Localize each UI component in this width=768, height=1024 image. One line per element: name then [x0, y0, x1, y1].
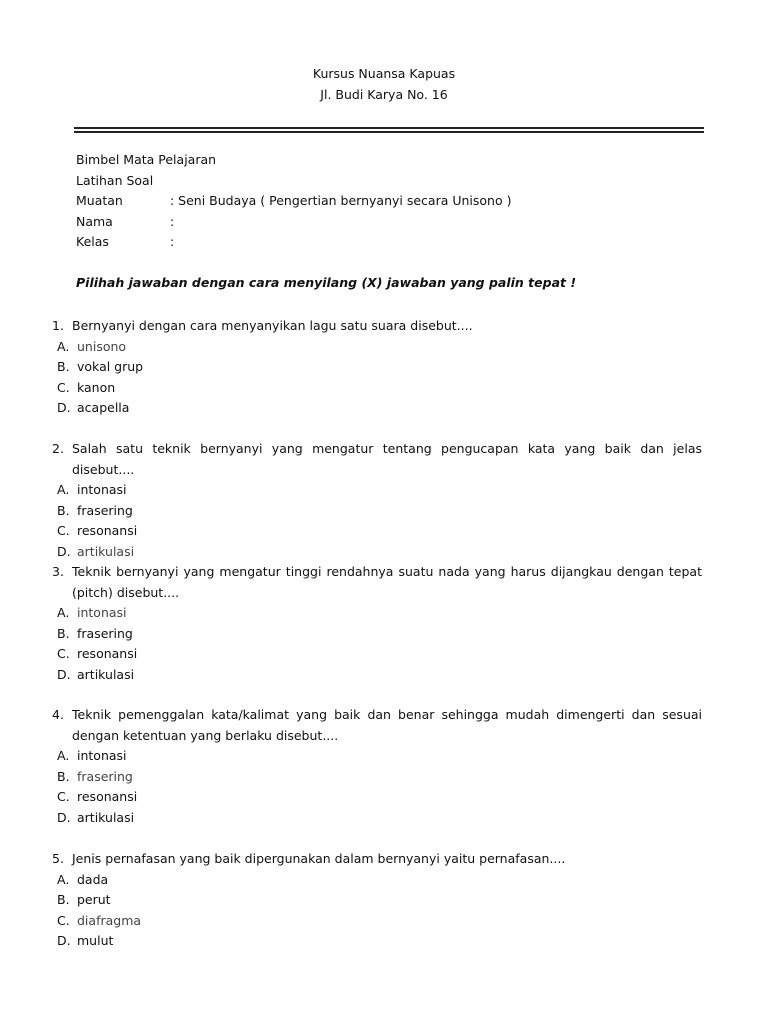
option-letter: A. — [57, 482, 70, 497]
option-letter: D. — [57, 666, 71, 682]
question-stem — [52, 705, 702, 746]
instruction-text: Pilihah jawaban dengan cara menyilang (X) jawaban yang palin tepat ! — [76, 275, 577, 290]
option-text: intonasi — [77, 482, 127, 497]
option-c[interactable] — [52, 521, 702, 542]
question-3 — [52, 562, 702, 685]
option-c[interactable] — [52, 787, 702, 808]
question-number: 4. — [52, 707, 64, 722]
question-number: 3. — [52, 564, 64, 579]
info-row-kelas — [76, 232, 511, 253]
info-row-muatan — [76, 191, 511, 212]
option-text: resonansi — [77, 523, 138, 538]
option-d[interactable] — [52, 398, 702, 419]
option-text: resonansi — [77, 789, 138, 804]
option-text: resonansi — [77, 646, 138, 661]
header-rule-bottom — [74, 131, 704, 133]
option-b[interactable] — [52, 501, 702, 522]
option-letter: D. — [57, 543, 71, 559]
option-text: frasering — [77, 625, 133, 641]
option-letter: C. — [57, 379, 70, 395]
option-letter: D. — [57, 809, 71, 825]
option-b[interactable] — [52, 624, 702, 645]
option-a[interactable] — [52, 870, 702, 891]
info-row-nama — [76, 212, 511, 233]
option-text: perut — [77, 892, 111, 907]
info-label: Muatan — [76, 193, 123, 208]
option-c[interactable] — [52, 378, 702, 399]
question-text: Salah satu teknik bernyanyi yang mengatur tentang pengucapan kata yang baik dan jelas disebut.... — [72, 441, 702, 477]
question-number: 5. — [52, 851, 64, 866]
option-letter: D. — [57, 400, 71, 415]
option-text: artikulasi — [77, 543, 135, 559]
option-d[interactable] — [52, 808, 702, 829]
option-text: diafragma — [77, 912, 142, 928]
worksheet-info — [76, 150, 511, 253]
info-label: Nama — [76, 213, 113, 229]
option-text: unisono — [77, 338, 127, 354]
option-b[interactable] — [52, 357, 702, 378]
question-2 — [52, 439, 702, 562]
option-a[interactable] — [52, 603, 702, 624]
option-b[interactable] — [52, 767, 702, 788]
option-text: artikulasi — [77, 809, 135, 825]
option-letter: A. — [57, 338, 70, 354]
option-letter: C. — [57, 646, 70, 661]
option-d[interactable] — [52, 542, 702, 563]
institution-name: Kursus Nuansa Kapuas — [312, 66, 456, 81]
option-letter: D. — [57, 933, 71, 948]
institution-address: Jl. Budi Karya No. 16 — [320, 87, 448, 102]
question-stem — [52, 562, 702, 603]
header-rule-top — [74, 127, 704, 129]
info-subject-line: Bimbel Mata Pelajaran — [76, 152, 217, 167]
option-letter: A. — [57, 605, 70, 620]
question-number: 2. — [52, 441, 64, 456]
question-text: Bernyanyi dengan cara menyanyikan lagu satu suara disebut.... — [72, 318, 473, 333]
option-text: kanon — [77, 379, 116, 395]
option-a[interactable] — [52, 480, 702, 501]
option-letter: B. — [57, 768, 70, 784]
question-text: Teknik pemenggalan kata/kalimat yang baik dan benar sehingga mudah dimengerti dan sesuai dengan ketentuan yang berlaku disebut.... — [72, 707, 702, 743]
option-d[interactable] — [52, 665, 702, 686]
option-text: vokal grup — [77, 359, 144, 374]
option-c[interactable] — [52, 911, 702, 932]
option-letter: C. — [57, 789, 70, 804]
option-text: frasering — [77, 502, 133, 518]
question-text: Teknik bernyanyi yang mengatur tinggi rendahnya suatu nada yang harus dijangkau dengan tepat (pitch) disebut.... — [72, 564, 702, 600]
option-letter: B. — [57, 502, 70, 518]
option-letter: B. — [57, 625, 70, 641]
option-text: intonasi — [77, 748, 127, 763]
question-1 — [52, 316, 702, 419]
option-d[interactable] — [52, 931, 702, 952]
option-c[interactable] — [52, 644, 702, 665]
info-value: : — [170, 213, 175, 229]
question-stem — [52, 849, 702, 870]
question-4 — [52, 705, 702, 828]
option-letter: A. — [57, 871, 70, 887]
info-value: : Seni Budaya ( Pengertian bernyanyi secara Unisono ) — [170, 193, 512, 208]
option-text: artikulasi — [77, 666, 135, 682]
info-label: Kelas — [76, 234, 109, 249]
option-text: frasering — [77, 768, 133, 784]
option-text: dada — [77, 871, 109, 887]
option-a[interactable] — [52, 746, 702, 767]
option-letter: C. — [57, 523, 70, 538]
option-letter: B. — [57, 359, 70, 374]
option-letter: C. — [57, 912, 70, 928]
info-type-line: Latihan Soal — [76, 172, 154, 188]
option-b[interactable] — [52, 890, 702, 911]
option-letter: A. — [57, 748, 70, 763]
option-text: intonasi — [77, 605, 127, 620]
question-stem — [52, 439, 702, 480]
option-text: acapella — [77, 400, 130, 415]
option-letter: B. — [57, 892, 70, 907]
question-number: 1. — [52, 318, 64, 333]
question-5 — [52, 849, 702, 952]
info-value: : — [170, 234, 175, 249]
option-a[interactable] — [52, 337, 702, 358]
question-text: Jenis pernafasan yang baik dipergunakan dalam bernyanyi yaitu pernafasan.... — [72, 851, 566, 866]
question-stem — [52, 316, 702, 337]
option-text: mulut — [77, 933, 114, 948]
